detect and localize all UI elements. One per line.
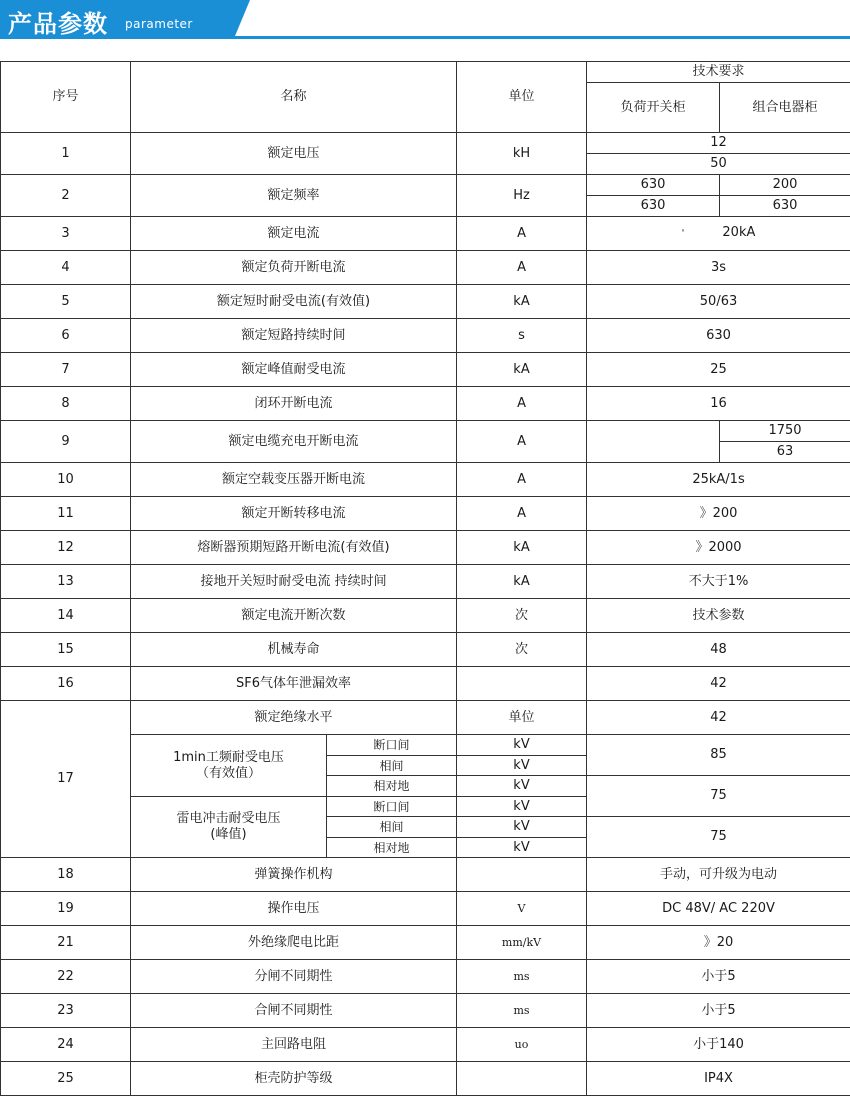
group-power-frequency — [131, 735, 327, 797]
group-label: 1min工频耐受电压 — [173, 749, 284, 765]
row-seq: 12 — [1, 531, 131, 565]
row-value: 50 — [587, 154, 850, 175]
group-lightning-impulse — [131, 797, 327, 858]
row-seq: 1 — [1, 133, 131, 175]
row-value: 630 — [587, 196, 720, 217]
row-name: 主回路电阻 — [131, 1028, 457, 1062]
stray-mark: ' — [681, 228, 685, 239]
page-subtitle: parameter — [125, 17, 193, 31]
row-unit: A — [457, 251, 587, 285]
row-unit: kH — [457, 133, 587, 175]
row-unit — [457, 667, 587, 701]
row-name: 机械寿命 — [131, 633, 457, 667]
row-unit: kA — [457, 531, 587, 565]
row-unit — [457, 858, 587, 892]
row-value: 1750 — [720, 421, 850, 442]
row-seq: 6 — [1, 319, 131, 353]
row-unit: mm/kV — [457, 926, 587, 960]
row-name: 额定电压 — [131, 133, 457, 175]
row-value: 16 — [587, 387, 850, 421]
row-seq: 17 — [1, 701, 131, 858]
sub-unit: kV — [457, 817, 587, 838]
row-value: 75 — [587, 817, 850, 858]
row-name: 合闸不同期性 — [131, 994, 457, 1028]
row-name: 额定频率 — [131, 175, 457, 217]
col-header-unit: 单位 — [457, 62, 587, 133]
row-unit — [457, 1062, 587, 1096]
row-unit: 单位 — [457, 701, 587, 735]
row-value: 小于5 — [587, 994, 850, 1028]
row-unit: A — [457, 463, 587, 497]
sub-label: 断口间 — [327, 735, 457, 756]
row-name: 额定负荷开断电流 — [131, 251, 457, 285]
row-value: 》20 — [587, 926, 850, 960]
row-seq: 19 — [1, 892, 131, 926]
col-header-combo: 组合电器柜 — [720, 83, 850, 133]
row-value: 63 — [720, 442, 850, 463]
row-value: 50/63 — [587, 285, 850, 319]
row-value: 48 — [587, 633, 850, 667]
header-rule — [0, 36, 850, 39]
row-value: 200 — [720, 175, 850, 196]
row-unit: s — [457, 319, 587, 353]
row-value: 小于140 — [587, 1028, 850, 1062]
row-value: IP4X — [587, 1062, 850, 1096]
row-name: SF6气体年泄漏效率 — [131, 667, 457, 701]
col-header-load-switch: 负荷开关柜 — [587, 83, 720, 133]
row-unit: A — [457, 497, 587, 531]
sub-unit: kV — [457, 776, 587, 797]
sub-label: 相对地 — [327, 838, 457, 858]
row-name: 额定电缆充电开断电流 — [131, 421, 457, 463]
row-name: 闭环开断电流 — [131, 387, 457, 421]
row-value: 42 — [587, 667, 850, 701]
row-value: 630 — [587, 175, 720, 196]
row-name: 分闸不同期性 — [131, 960, 457, 994]
row-value: 》200 — [587, 497, 850, 531]
row-name: 熔断器预期短路开断电流(有效值) — [131, 531, 457, 565]
row-value: 手动，可升级为电动 — [587, 858, 850, 892]
row-seq: 2 — [1, 175, 131, 217]
row-name: 弹簧操作机构 — [131, 858, 457, 892]
group-label: 雷电冲击耐受电压 — [176, 811, 281, 826]
col-header-tech: 技术要求 — [587, 62, 850, 83]
row-unit: Hz — [457, 175, 587, 217]
row-unit: ms — [457, 960, 587, 994]
row-name: 额定空载变压器开断电流 — [131, 463, 457, 497]
row-value: ' 20kA — [587, 217, 850, 251]
row-name: 外绝缘爬电比距 — [131, 926, 457, 960]
row-seq: 18 — [1, 858, 131, 892]
row-value: 》2000 — [587, 531, 850, 565]
row-seq: 5 — [1, 285, 131, 319]
row-seq: 24 — [1, 1028, 131, 1062]
row-unit: ms — [457, 994, 587, 1028]
sub-unit: kV — [457, 735, 587, 756]
row-name: 接地开关短时耐受电流 持续时间 — [131, 565, 457, 599]
row-seq: 23 — [1, 994, 131, 1028]
row-value: 技术参数 — [587, 599, 850, 633]
col-header-name: 名称 — [131, 62, 457, 133]
row-value: 630 — [587, 319, 850, 353]
row-unit: kA — [457, 285, 587, 319]
row-value: 12 — [587, 133, 850, 154]
row-name: 额定电流 — [131, 217, 457, 251]
row-value: 不大于1% — [587, 565, 850, 599]
row-seq: 11 — [1, 497, 131, 531]
section-header — [0, 0, 850, 42]
row-seq: 25 — [1, 1062, 131, 1096]
row-value: 85 — [587, 735, 850, 776]
row-unit: A — [457, 387, 587, 421]
parameter-table — [0, 61, 850, 1096]
row-value-empty — [587, 421, 720, 463]
row-unit: A — [457, 421, 587, 463]
row-seq: 16 — [1, 667, 131, 701]
row-name: 额定电流开断次数 — [131, 599, 457, 633]
row-unit: 次 — [457, 599, 587, 633]
row-unit: 次 — [457, 633, 587, 667]
row-name: 额定开断转移电流 — [131, 497, 457, 531]
row-value: 42 — [587, 701, 850, 735]
row-seq: 10 — [1, 463, 131, 497]
row-unit: kA — [457, 353, 587, 387]
col-header-seq: 序号 — [1, 62, 131, 133]
row-name: 额定短路持续时间 — [131, 319, 457, 353]
group-note: (峰值) — [210, 827, 247, 842]
row-name: 额定短时耐受电流(有效值) — [131, 285, 457, 319]
row-seq: 4 — [1, 251, 131, 285]
row-seq: 22 — [1, 960, 131, 994]
sub-unit: kV — [457, 797, 587, 817]
row-seq: 21 — [1, 926, 131, 960]
row-name: 操作电压 — [131, 892, 457, 926]
page-title: 产品参数 — [8, 10, 108, 38]
row-unit: uo — [457, 1028, 587, 1062]
row-seq: 9 — [1, 421, 131, 463]
sub-label: 断口间 — [327, 797, 457, 817]
row-name: 柜壳防护等级 — [131, 1062, 457, 1096]
sub-label: 相间 — [327, 756, 457, 776]
row-seq: 14 — [1, 599, 131, 633]
row-seq: 13 — [1, 565, 131, 599]
row-value: DC 48V/ AC 220V — [587, 892, 850, 926]
group-note: （有效值） — [195, 765, 261, 781]
row-unit: V — [457, 892, 587, 926]
sub-unit: kV — [457, 838, 587, 858]
sub-label: 相间 — [327, 817, 457, 838]
row-value: 75 — [587, 776, 850, 817]
row-seq: 3 — [1, 217, 131, 251]
row-name: 额定峰值耐受电流 — [131, 353, 457, 387]
row-seq: 7 — [1, 353, 131, 387]
row-value: 630 — [720, 196, 850, 217]
sub-label: 相对地 — [327, 776, 457, 797]
row-value: 25 — [587, 353, 850, 387]
row-name: 额定绝缘水平 — [131, 701, 457, 735]
row-value: 25kA/1s — [587, 463, 850, 497]
row-value: 3s — [587, 251, 850, 285]
row-seq: 15 — [1, 633, 131, 667]
row-unit: kA — [457, 565, 587, 599]
row-seq: 8 — [1, 387, 131, 421]
sub-unit: kV — [457, 756, 587, 776]
row-value: 小于5 — [587, 960, 850, 994]
row-unit: A — [457, 217, 587, 251]
